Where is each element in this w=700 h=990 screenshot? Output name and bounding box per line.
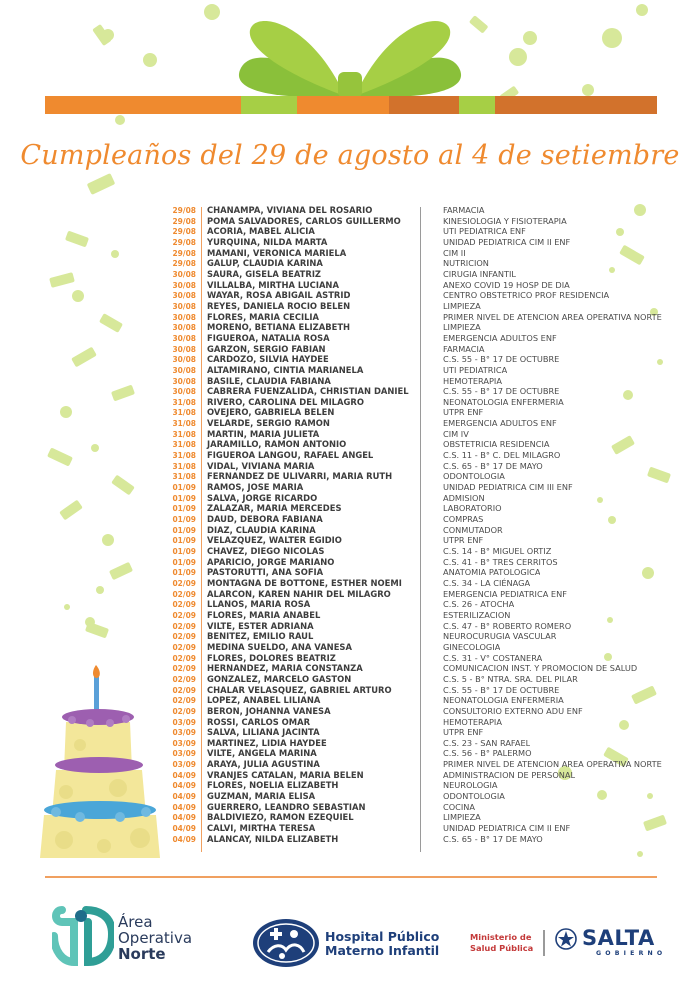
work-area: ADMINISTRACION DE PERSONAL (443, 769, 576, 780)
birthday-date: 30/08 (172, 279, 196, 290)
person-name: SALVA, JORGE RICARDO (207, 492, 318, 503)
work-area: C.S. 14 - B° MIGUEL ORTIZ (443, 546, 552, 556)
birthday-date: 02/09 (172, 620, 196, 631)
work-area: CIRUGIA INFANTIL (443, 268, 516, 279)
birthday-date: 29/08 (172, 258, 196, 269)
birthday-date: 01/09 (172, 567, 196, 578)
person-name: CABRERA FUENZALIDA, CHRISTIAN DANIEL (207, 386, 409, 397)
work-area: LIMPIEZA (443, 812, 481, 823)
list-item (164, 397, 684, 408)
work-area: CONMUTADOR (443, 524, 503, 535)
hospital-logo (325, 930, 439, 958)
list-item (164, 429, 684, 440)
work-area: UTI PEDIATRICA (443, 364, 508, 375)
list-item (164, 482, 684, 493)
person-name: ACORIA, MABEL ALICIA (207, 226, 315, 237)
person-name: ZALAZAR, MARIA MERCEDES (207, 503, 342, 514)
person-name: ALARCON, KAREN NAHIR DEL MILAGRO (207, 588, 391, 599)
list-item (164, 546, 684, 557)
person-name: MORENO, BETIANA ELIZABETH (207, 322, 351, 333)
birthday-date: 30/08 (172, 300, 196, 311)
salta-star-icon (555, 928, 577, 950)
list-item (164, 759, 684, 770)
list-item (164, 770, 684, 781)
birthday-date: 03/09 (172, 748, 196, 759)
list-item (164, 386, 684, 397)
person-name: FLORES, MARIA CECILIA (207, 311, 320, 322)
work-area: UNIDAD PEDIATRICA CIM II ENF (443, 236, 571, 247)
person-name: OVEJERO, GABRIELA BELEN (207, 407, 335, 418)
work-area: C.S. 65 - B° 17 DE MAYO (443, 833, 543, 844)
list-item (164, 823, 684, 834)
birthday-date: 02/09 (172, 631, 196, 642)
person-name: FERNANDEZ DE ULIVARRI, MARIA RUTH (207, 471, 393, 482)
logo-text-line: Operativa (118, 929, 193, 947)
person-name: DAUD, DEBORA FABIANA (207, 514, 323, 525)
work-area: EMERGENCIA PEDIATRICA ENF (443, 588, 567, 599)
person-name: LLANOS, MARIA ROSA (207, 599, 311, 610)
birthday-date: 02/09 (172, 695, 196, 706)
list-item (164, 717, 684, 728)
work-area: COMUNICACION INST. Y PROMOCION DE SALUD (443, 663, 638, 674)
person-name: MONTAGNA DE BOTTONE, ESTHER NOEMI (207, 577, 402, 588)
list-item (164, 301, 684, 312)
work-area: C.S. 31 - V° COSTANERA (443, 652, 543, 663)
work-area: NEONATOLOGIA ENFERMERIA (443, 396, 564, 407)
person-name: GUERRERO, LEANDRO SEBASTIAN (207, 801, 366, 812)
birthday-date: 04/09 (172, 801, 196, 812)
list-item (164, 525, 684, 536)
list-item (164, 557, 684, 568)
work-area: LABORATORIO (443, 503, 502, 514)
list-item (164, 205, 684, 216)
person-name: GONZALEZ, MARCELO GASTON (207, 673, 352, 684)
list-item (164, 514, 684, 525)
person-name: RIVERO, CAROLINA DEL MILAGRO (207, 396, 364, 407)
person-name: FLORES, NOELIA ELIZABETH (207, 780, 339, 791)
person-name: VILLALBA, MIRTHA LUCIANA (207, 279, 339, 290)
birthday-date: 04/09 (172, 812, 196, 823)
list-item (164, 685, 684, 696)
person-name: BENITEZ, EMILIO RAUL (207, 631, 314, 642)
ministerio-logo (470, 932, 533, 954)
work-area: C.S. 55 - B° 17 DE OCTUBRE (443, 386, 560, 397)
birthday-date: 30/08 (172, 311, 196, 322)
work-area: C.S. 5 - B° NTRA. SRA. DEL PILAR (443, 673, 578, 684)
birthday-date: 30/08 (172, 364, 196, 375)
work-area: COCINA (443, 801, 476, 812)
list-item (164, 621, 684, 632)
birthday-date: 31/08 (172, 460, 196, 471)
list-item (164, 344, 684, 355)
work-area: LIMPIEZA (443, 300, 481, 311)
person-name: ARAYA, JULIA AGUSTINA (207, 759, 320, 770)
list-item (164, 535, 684, 546)
list-item (164, 237, 684, 248)
logo-text-line: Norte (118, 945, 166, 963)
list-item (164, 674, 684, 685)
list-item (164, 354, 684, 365)
person-name: VILTE, ANGELA MARINA (207, 748, 317, 759)
work-area: COMPRAS (443, 514, 484, 525)
work-area: NEONATOLOGIA ENFERMERIA (443, 695, 564, 706)
person-name: WAYAR, ROSA ABIGAIL ASTRID (207, 290, 351, 301)
person-name: CARDOZO, SILVIA HAYDEE (207, 354, 329, 365)
person-name: DIAZ, CLAUDIA KARINA (207, 524, 316, 535)
work-area: UNIDAD PEDIATRICA CIM II ENF (443, 823, 571, 834)
person-name: CHANAMPA, VIVIANA DEL ROSARIO (207, 205, 373, 215)
birthday-date: 29/08 (172, 236, 196, 247)
birthday-date: 01/09 (172, 535, 196, 546)
birthday-date: 30/08 (172, 268, 196, 279)
birthday-date: 30/08 (172, 290, 196, 301)
person-name: HERNANDEZ, MARIA CONSTANZA (207, 663, 363, 674)
birthday-date: 29/08 (172, 215, 196, 226)
work-area: OBSTETRICIA RESIDENCIA (443, 439, 550, 450)
person-name: VRANJES CATALAN, MARIA BELEN (207, 769, 364, 780)
person-name: SAURA, GISELA BEATRIZ (207, 268, 322, 279)
work-area: C.S. 11 - B° C. DEL MILAGRO (443, 450, 561, 461)
list-item (164, 376, 684, 387)
birthday-date: 04/09 (172, 833, 196, 844)
list-item (164, 290, 684, 301)
list-item (164, 567, 684, 578)
work-area: LIMPIEZA (443, 322, 481, 333)
birthday-date: 31/08 (172, 450, 196, 461)
person-name: YURQUINA, NILDA MARTA (207, 236, 328, 247)
work-area: C.S. 34 - LA CIÉNAGA (443, 577, 531, 588)
work-area: C.S. 55 - B° 17 DE OCTUBRE (443, 684, 560, 695)
person-name: JARAMILLO, RAMON ANTONIO (207, 439, 347, 450)
birthday-date: 03/09 (172, 727, 196, 738)
work-area: ADMISION (443, 492, 485, 503)
list-item (164, 248, 684, 259)
person-name: GALUP, CLAUDIA KARINA (207, 258, 323, 269)
work-area: NEUROCURUGIA VASCULAR (443, 631, 557, 642)
work-area: FARMACIA (443, 343, 485, 354)
list-item (164, 312, 684, 323)
person-name: RAMOS, JOSE MARIA (207, 482, 304, 493)
birthday-date: 30/08 (172, 354, 196, 365)
list-item (164, 439, 684, 450)
person-name: MARTINEZ, LIDIA HAYDEE (207, 737, 327, 748)
list-item (164, 653, 684, 664)
work-area: C.S. 23 - SAN RAFAEL (443, 737, 531, 748)
work-area: PRIMER NIVEL DE ATENCION AREA OPERATIVA NORTE (443, 759, 662, 770)
list-item (164, 450, 684, 461)
birthday-cake-icon (40, 665, 160, 858)
work-area: CENTRO OBSTETRICO PROF RESIDENCIA (443, 290, 610, 301)
birthday-date: 30/08 (172, 332, 196, 343)
birthday-date: 03/09 (172, 716, 196, 727)
person-name: MARTIN, MARIA JULIETA (207, 428, 320, 439)
person-name: CHALAR VELASQUEZ, GABRIEL ARTURO (207, 684, 392, 695)
birthday-date: 30/08 (172, 386, 196, 397)
birthday-date: 02/09 (172, 705, 196, 716)
birthday-date: 02/09 (172, 577, 196, 588)
work-area: C.S. 65 - B° 17 DE MAYO (443, 460, 543, 471)
list-item (164, 407, 684, 418)
birthday-date: 02/09 (172, 609, 196, 620)
list-item (164, 802, 684, 813)
work-area: EMERGENCIA ADULTOS ENF (443, 418, 557, 429)
person-name: FIGUEROA LANGOU, RAFAEL ANGEL (207, 450, 374, 461)
list-item (164, 812, 684, 823)
logo-text-line: Ministerio de (470, 932, 532, 942)
work-area: CIM II (443, 247, 466, 258)
list-item (164, 503, 684, 514)
list-item (164, 418, 684, 429)
person-name: LOPEZ, ANABEL LILIANA (207, 695, 321, 706)
list-item (164, 471, 684, 482)
work-area: C.S. 47 - B° ROBERTO ROMERO (443, 620, 572, 631)
person-name: REYES, DANIELA ROCIO BELEN (207, 300, 351, 311)
person-name: VIDAL, VIVIANA MARIA (207, 460, 315, 471)
work-area: EMERGENCIA ADULTOS ENF (443, 332, 557, 343)
birthday-date: 02/09 (172, 673, 196, 684)
area-operativa-norte-logo-icon (52, 900, 114, 966)
work-area: UTPR ENF (443, 535, 484, 546)
list-item (164, 727, 684, 738)
person-name: ALANCAY, NILDA ELIZABETH (207, 833, 339, 844)
birthday-date: 31/08 (172, 428, 196, 439)
work-area: ANEXO COVID 19 HOSP DE DIA (443, 279, 570, 290)
birthday-date: 01/09 (172, 546, 196, 556)
list-item (164, 365, 684, 376)
birthday-date: 01/09 (172, 556, 196, 567)
list-item (164, 748, 684, 759)
footer-divider (45, 876, 657, 878)
list-item (164, 695, 684, 706)
area-operativa-norte-logo (118, 914, 192, 962)
person-name: BALDIVIEZO, RAMON EZEQUIEL (207, 812, 354, 823)
person-name: FIGUEROA, NATALIA ROSA (207, 332, 330, 343)
birthday-list (164, 205, 684, 844)
ribbon-band (45, 96, 657, 114)
list-item (164, 706, 684, 717)
work-area: UTI PEDIATRICA ENF (443, 226, 526, 237)
birthday-date: 01/09 (172, 514, 196, 525)
person-name: VELAZQUEZ, WALTER EGIDIO (207, 535, 342, 546)
list-item (164, 226, 684, 237)
birthday-date: 29/08 (172, 226, 196, 237)
work-area: FARMACIA (443, 205, 485, 215)
person-name: FLORES, MARIA ANABEL (207, 609, 321, 620)
work-area: C.S. 26 - ATOCHA (443, 599, 515, 610)
list-item (164, 258, 684, 269)
list-item (164, 780, 684, 791)
logo-text-line: Materno Infantil (325, 943, 440, 958)
list-item (164, 216, 684, 227)
work-area: ODONTOLOGIA (443, 471, 505, 482)
person-name: ALTAMIRANO, CINTIA MARIANELA (207, 364, 364, 375)
list-item (164, 280, 684, 291)
logo-text-line: Salud Pública (470, 943, 534, 953)
birthday-date: 01/09 (172, 492, 196, 503)
person-name: BERON, JOHANNA VANESA (207, 705, 331, 716)
person-name: GARZON, SERGIO FABIAN (207, 343, 326, 354)
person-name: APARICIO, JORGE MARIANO (207, 556, 335, 567)
birthday-date: 02/09 (172, 684, 196, 695)
person-name: MAMANI, VERONICA MARIELA (207, 247, 347, 258)
work-area: GINECOLOGIA (443, 641, 501, 652)
work-area: NUTRICION (443, 258, 489, 269)
birthday-date: 29/08 (172, 205, 196, 215)
work-area: NEUROLOGIA (443, 780, 498, 791)
work-area: ESTERILIZACION (443, 609, 511, 620)
list-item (164, 269, 684, 280)
list-item (164, 791, 684, 802)
list-item (164, 461, 684, 472)
list-item (164, 589, 684, 600)
birthday-date: 31/08 (172, 418, 196, 429)
person-name: VILTE, ESTER ADRIANA (207, 620, 314, 631)
work-area: CONSULTORIO EXTERNO ADU ENF (443, 705, 583, 716)
list-item (164, 578, 684, 589)
work-area: PRIMER NIVEL DE ATENCION AREA OPERATIVA NORTE (443, 311, 662, 322)
list-item (164, 333, 684, 344)
person-name: FLORES, DOLORES BEATRIZ (207, 652, 336, 663)
hospital-seal-icon (252, 918, 320, 968)
list-item (164, 322, 684, 333)
list-item (164, 642, 684, 653)
birthday-date: 30/08 (172, 322, 196, 333)
work-area: HEMOTERAPIA (443, 375, 502, 386)
birthday-date: 03/09 (172, 737, 196, 748)
logo-text-line: Área (118, 913, 153, 931)
birthday-date: 31/08 (172, 407, 196, 418)
birthday-date: 01/09 (172, 482, 196, 493)
birthday-date: 01/09 (172, 503, 196, 514)
person-name: PASTORUTTI, ANA SOFIA (207, 567, 324, 578)
work-area: C.S. 41 - B° TRES CERRITOS (443, 556, 558, 567)
work-area: ODONTOLOGIA (443, 791, 505, 802)
work-area: UNIDAD PEDIATRICA CIM III ENF (443, 482, 573, 493)
salta-logo-subtitle: GOBIERNO (596, 950, 667, 957)
salta-logo-word: SALTA (582, 926, 655, 950)
person-name: POMA SALVADORES, CARLOS GUILLERMO (207, 215, 401, 226)
logo-separator (543, 930, 545, 956)
list-item (164, 663, 684, 674)
birthday-date: 02/09 (172, 599, 196, 610)
birthday-date: 04/09 (172, 823, 196, 834)
work-area: C.S. 55 - B° 17 DE OCTUBRE (443, 354, 560, 365)
gift-bow-icon (239, 21, 461, 98)
person-name: CHAVEZ, DIEGO NICOLAS (207, 546, 325, 556)
person-name: SALVA, LILIANA JACINTA (207, 727, 320, 738)
page-title: Cumpleaños del 29 de agosto al 4 de setiembre (20, 140, 680, 171)
birthday-date: 31/08 (172, 439, 196, 450)
birthday-date: 03/09 (172, 759, 196, 770)
work-area: CIM IV (443, 428, 469, 439)
birthday-date: 01/09 (172, 524, 196, 535)
birthday-date: 31/08 (172, 471, 196, 482)
work-area: HEMOTERAPIA (443, 716, 502, 727)
birthday-date: 04/09 (172, 769, 196, 780)
logo-text-line: Hospital Público (325, 929, 440, 944)
birthday-date: 02/09 (172, 663, 196, 674)
birthday-date: 02/09 (172, 652, 196, 663)
birthday-date: 29/08 (172, 247, 196, 258)
work-area: UTPR ENF (443, 407, 484, 418)
list-item (164, 599, 684, 610)
list-item (164, 631, 684, 642)
work-area: C.S. 56 - B° PALERMO (443, 748, 532, 759)
birthday-date: 02/09 (172, 641, 196, 652)
birthday-date: 04/09 (172, 780, 196, 791)
birthday-date: 31/08 (172, 396, 196, 407)
person-name: CALVI, MIRTHA TERESA (207, 823, 316, 834)
list-item (164, 834, 684, 845)
work-area: UTPR ENF (443, 727, 484, 738)
work-area: ANATOMIA PATOLOGICA (443, 567, 541, 578)
list-item (164, 610, 684, 621)
person-name: ROSSI, CARLOS OMAR (207, 716, 311, 727)
work-area: KINESIOLOGIA Y FISIOTERAPIA (443, 215, 567, 226)
birthday-date: 30/08 (172, 343, 196, 354)
birthday-date: 04/09 (172, 791, 196, 802)
list-item (164, 738, 684, 749)
person-name: MEDINA SUELDO, ANA VANESA (207, 641, 352, 652)
birthday-date: 30/08 (172, 375, 196, 386)
person-name: VELARDE, SERGIO RAMON (207, 418, 330, 429)
person-name: BASILE, CLAUDIA FABIANA (207, 375, 331, 386)
person-name: GUZMAN, MARIA ELISA (207, 791, 316, 802)
list-item (164, 493, 684, 504)
birthday-date: 02/09 (172, 588, 196, 599)
